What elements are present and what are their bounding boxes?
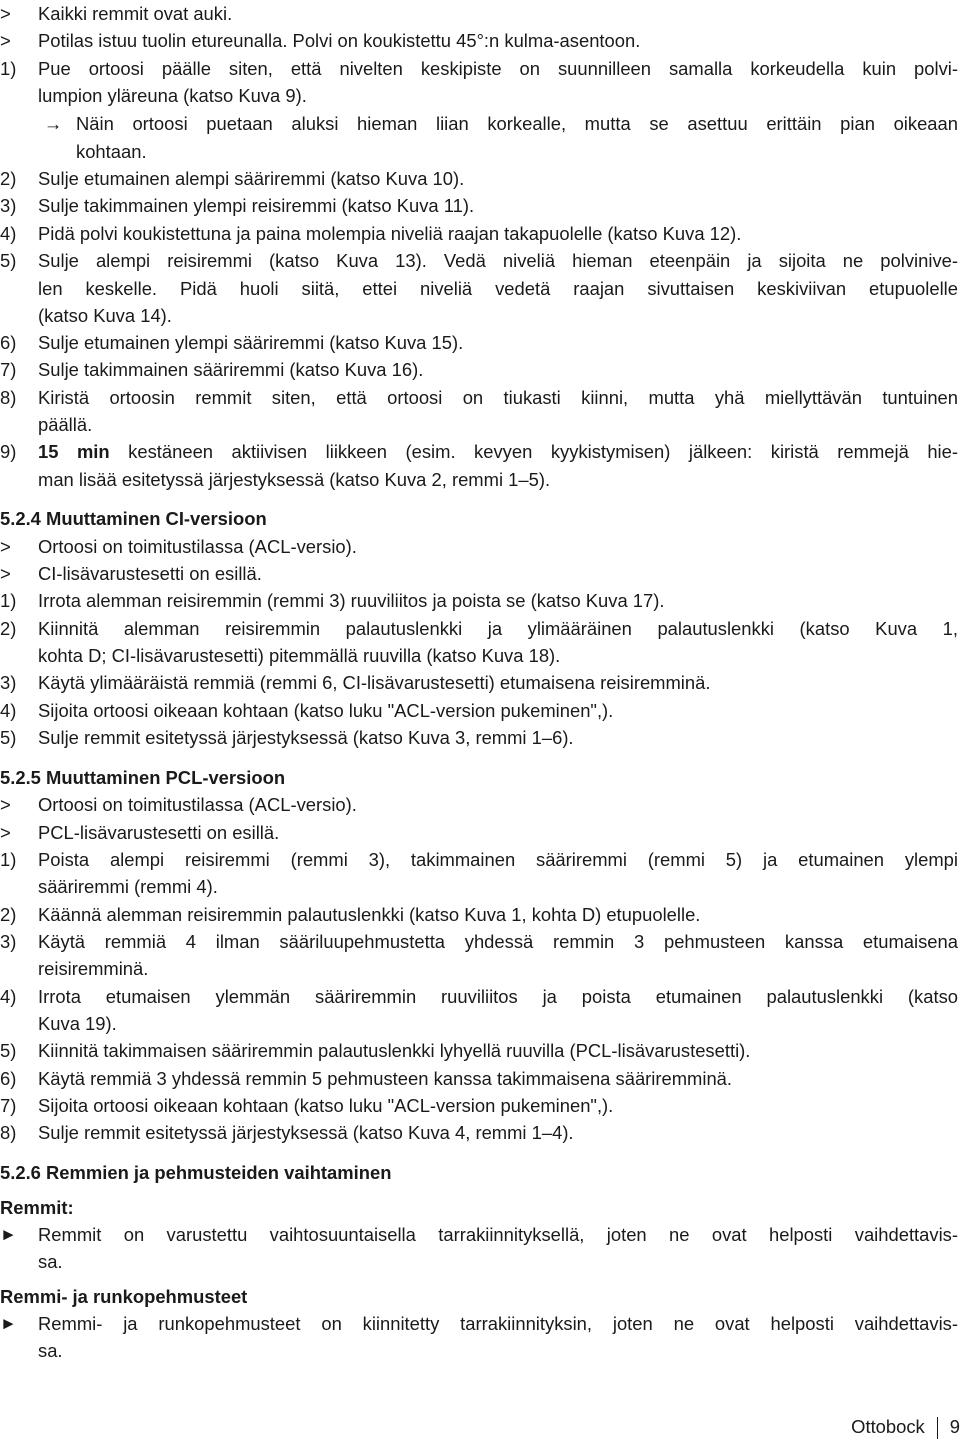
step-number: 6) bbox=[0, 332, 17, 353]
prereq-line: > CI-lisävarustesetti on esillä. bbox=[0, 560, 960, 588]
step-line: päällä. bbox=[38, 414, 93, 435]
step-line: 7) Sijoita ortoosi oikeaan kohtaan (katso luku "ACL-version pukeminen",). bbox=[0, 1092, 960, 1120]
step-number: 7) bbox=[0, 359, 17, 380]
step-line: 7) Sulje takimmainen sääriremmi (katso Kuva 16). bbox=[0, 356, 960, 384]
duration-emphasis: 15 min bbox=[38, 441, 110, 462]
step-number: 2) bbox=[0, 904, 17, 925]
prereq-marker: > bbox=[0, 822, 11, 843]
prereq-marker: > bbox=[0, 3, 11, 24]
prereq-line: > PCL-lisävarustesetti on esillä. bbox=[0, 819, 960, 847]
bullet-line: ► Remmit on varustettu vaihtosuuntaisella tarrakiinnityksellä, joten ne ovat helposti vaihdettavis- bbox=[0, 1221, 960, 1249]
step-line: 6) Käytä remmiä 3 yhdessä remmin 5 pehmusteen kanssa takimmaisena sääriremminä. bbox=[0, 1065, 960, 1093]
step-number: 8) bbox=[0, 1122, 17, 1143]
step-number: 3) bbox=[0, 195, 17, 216]
prereq-line: > Ortoosi on toimitustilassa (ACL-versio). bbox=[0, 791, 960, 819]
prereq-marker: > bbox=[0, 794, 11, 815]
step-line: 4) Pidä polvi koukistettuna ja paina molempia niveliä raajan takapuolelle (katso Kuva 12). bbox=[0, 220, 960, 248]
step-line: 5) Sulje alempi reisiremmi (katso Kuva 13). Vedä niveliä hieman eteenpäin ja sijoita ne polvinive- bbox=[0, 247, 960, 275]
result-line: kohtaan. bbox=[76, 141, 147, 162]
step-number: 4) bbox=[0, 223, 17, 244]
step-number: 5) bbox=[0, 1040, 17, 1061]
step-line: 1) Poista alempi reisiremmi (remmi 3), takimmainen sääriremmi (remmi 5) ja etumainen ylempi bbox=[0, 846, 960, 874]
step-number: 9) bbox=[0, 441, 17, 462]
step-number: 8) bbox=[0, 387, 17, 408]
step-line: man lisää esitetyssä järjestyksessä (katso Kuva 2, remmi 1–5). bbox=[38, 469, 551, 490]
step-line: 8) Kiristä ortoosin remmit siten, että ortoosi on tiukasti kiinni, mutta yhä miellyttävän tuntuinen bbox=[0, 384, 960, 412]
step-line: 3) Käytä ylimääräistä remmiä (remmi 6, CI-lisävarustesetti) etumaisena reisiremminä. bbox=[0, 669, 960, 697]
step-line: (katso Kuva 14). bbox=[38, 305, 172, 326]
step-number: 3) bbox=[0, 931, 17, 952]
bullet-line: sa. bbox=[38, 1251, 63, 1272]
step-line: Kuva 19). bbox=[38, 1013, 117, 1034]
subheading-straps: Remmit: bbox=[0, 1197, 74, 1218]
step-line: 4) Sijoita ortoosi oikeaan kohtaan (katso luku "ACL-version pukeminen",). bbox=[0, 697, 960, 725]
step-line: 3) Käytä remmiä 4 ilman sääriluupehmustetta yhdessä remmin 3 pehmusteen kanssa etumaisena bbox=[0, 928, 960, 956]
step-number: 1) bbox=[0, 849, 17, 870]
section-heading-524: 5.2.4 Muuttaminen CI-versioon bbox=[0, 508, 267, 529]
step-number: 2) bbox=[0, 168, 17, 189]
result-arrow-icon: → bbox=[44, 113, 63, 134]
prereq-marker: > bbox=[0, 536, 11, 557]
footer-divider bbox=[937, 1417, 938, 1439]
step-line: 1) Irrota alemman reisiremmin (remmi 3) ruuviliitos ja poista se (katso Kuva 17). bbox=[0, 587, 960, 615]
triangle-bullet-icon: ► bbox=[0, 1225, 17, 1244]
prereq-marker: > bbox=[0, 563, 11, 584]
step-line: 3) Sulje takimmainen ylempi reisiremmi (katso Kuva 11). bbox=[0, 192, 960, 220]
step-number: 1) bbox=[0, 590, 17, 611]
step-line: lumpion yläreuna (katso Kuva 9). bbox=[38, 85, 307, 106]
step-number: 7) bbox=[0, 1095, 17, 1116]
result-line: → Näin ortoosi puetaan aluksi hieman liian korkealle, mutta se asettuu erittäin pian oikeaan bbox=[0, 110, 960, 138]
page-number: 9 bbox=[949, 1416, 960, 1437]
step-number: 5) bbox=[0, 727, 17, 748]
bullet-line: sa. bbox=[38, 1340, 63, 1361]
step-line: 1) Pue ortoosi päälle siten, että nivelten keskipiste on suunnilleen samalla korkeudella kuin polvi- bbox=[0, 55, 960, 83]
step-line: 5) Kiinnitä takimmaisen sääriremmin palautuslenkki lyhyellä ruuvilla (PCL-lisävarustesetti). bbox=[0, 1037, 960, 1065]
prereq-line: > Ortoosi on toimitustilassa (ACL-versio). bbox=[0, 533, 960, 561]
step-number: 4) bbox=[0, 700, 17, 721]
prereq-line: > Potilas istuu tuolin etureunalla. Polvi on koukistettu 45°:n kulma-asentoon. bbox=[0, 27, 960, 55]
step-line: 5) Sulje remmit esitetyssä järjestyksessä (katso Kuva 3, remmi 1–6). bbox=[0, 724, 960, 752]
section-heading-526: 5.2.6 Remmien ja pehmusteiden vaihtaminen bbox=[0, 1162, 392, 1183]
step-line: len keskelle. Pidä huoli siitä, ettei niveliä vedetä raajan sivuttaisen keskiviivan etupuolelle bbox=[38, 278, 958, 299]
step-line: 9) 15 min kestäneen aktiivisen liikkeen (esim. kevyen kyykistymisen) jälkeen: kiristä remmejä hie- bbox=[0, 438, 960, 466]
footer-brand: Ottobock bbox=[851, 1416, 925, 1437]
page-footer bbox=[851, 1413, 960, 1441]
step-number: 5) bbox=[0, 250, 17, 271]
step-number: 2) bbox=[0, 618, 17, 639]
triangle-bullet-icon: ► bbox=[0, 1314, 17, 1333]
step-line: kohta D; CI-lisävarustesetti) pitemmällä ruuvilla (katso Kuva 18). bbox=[38, 645, 561, 666]
step-number: 4) bbox=[0, 986, 17, 1007]
step-line: 2) Sulje etumainen alempi sääriremmi (katso Kuva 10). bbox=[0, 165, 960, 193]
prereq-line: > Kaikki remmit ovat auki. bbox=[0, 0, 960, 28]
step-line: 6) Sulje etumainen ylempi sääriremmi (katso Kuva 15). bbox=[0, 329, 960, 357]
step-line: sääriremmi (remmi 4). bbox=[38, 876, 218, 897]
step-number: 1) bbox=[0, 58, 17, 79]
subheading-pads: Remmi- ja runkopehmusteet bbox=[0, 1286, 248, 1307]
section-heading-525: 5.2.5 Muuttaminen PCL-versioon bbox=[0, 767, 286, 788]
bullet-line: ► Remmi- ja runkopehmusteet on kiinnitetty tarrakiinnityksin, joten ne ovat helposti vaihdettavis- bbox=[0, 1310, 960, 1338]
step-line: 4) Irrota etumaisen ylemmän sääriremmin ruuviliitos ja poista etumainen palautuslenkki (katso bbox=[0, 983, 960, 1011]
step-line: 8) Sulje remmit esitetyssä järjestyksessä (katso Kuva 4, remmi 1–4). bbox=[0, 1119, 960, 1147]
step-number: 6) bbox=[0, 1068, 17, 1089]
step-line: 2) Kiinnitä alemman reisiremmin palautuslenkki ja ylimääräinen palautuslenkki (katso Kuva 1, bbox=[0, 615, 960, 643]
step-number: 3) bbox=[0, 672, 17, 693]
prereq-marker: > bbox=[0, 30, 11, 51]
step-line: reisiremminä. bbox=[38, 958, 149, 979]
step-line: 2) Käännä alemman reisiremmin palautuslenkki (katso Kuva 1, kohta D) etupuolelle. bbox=[0, 901, 960, 929]
